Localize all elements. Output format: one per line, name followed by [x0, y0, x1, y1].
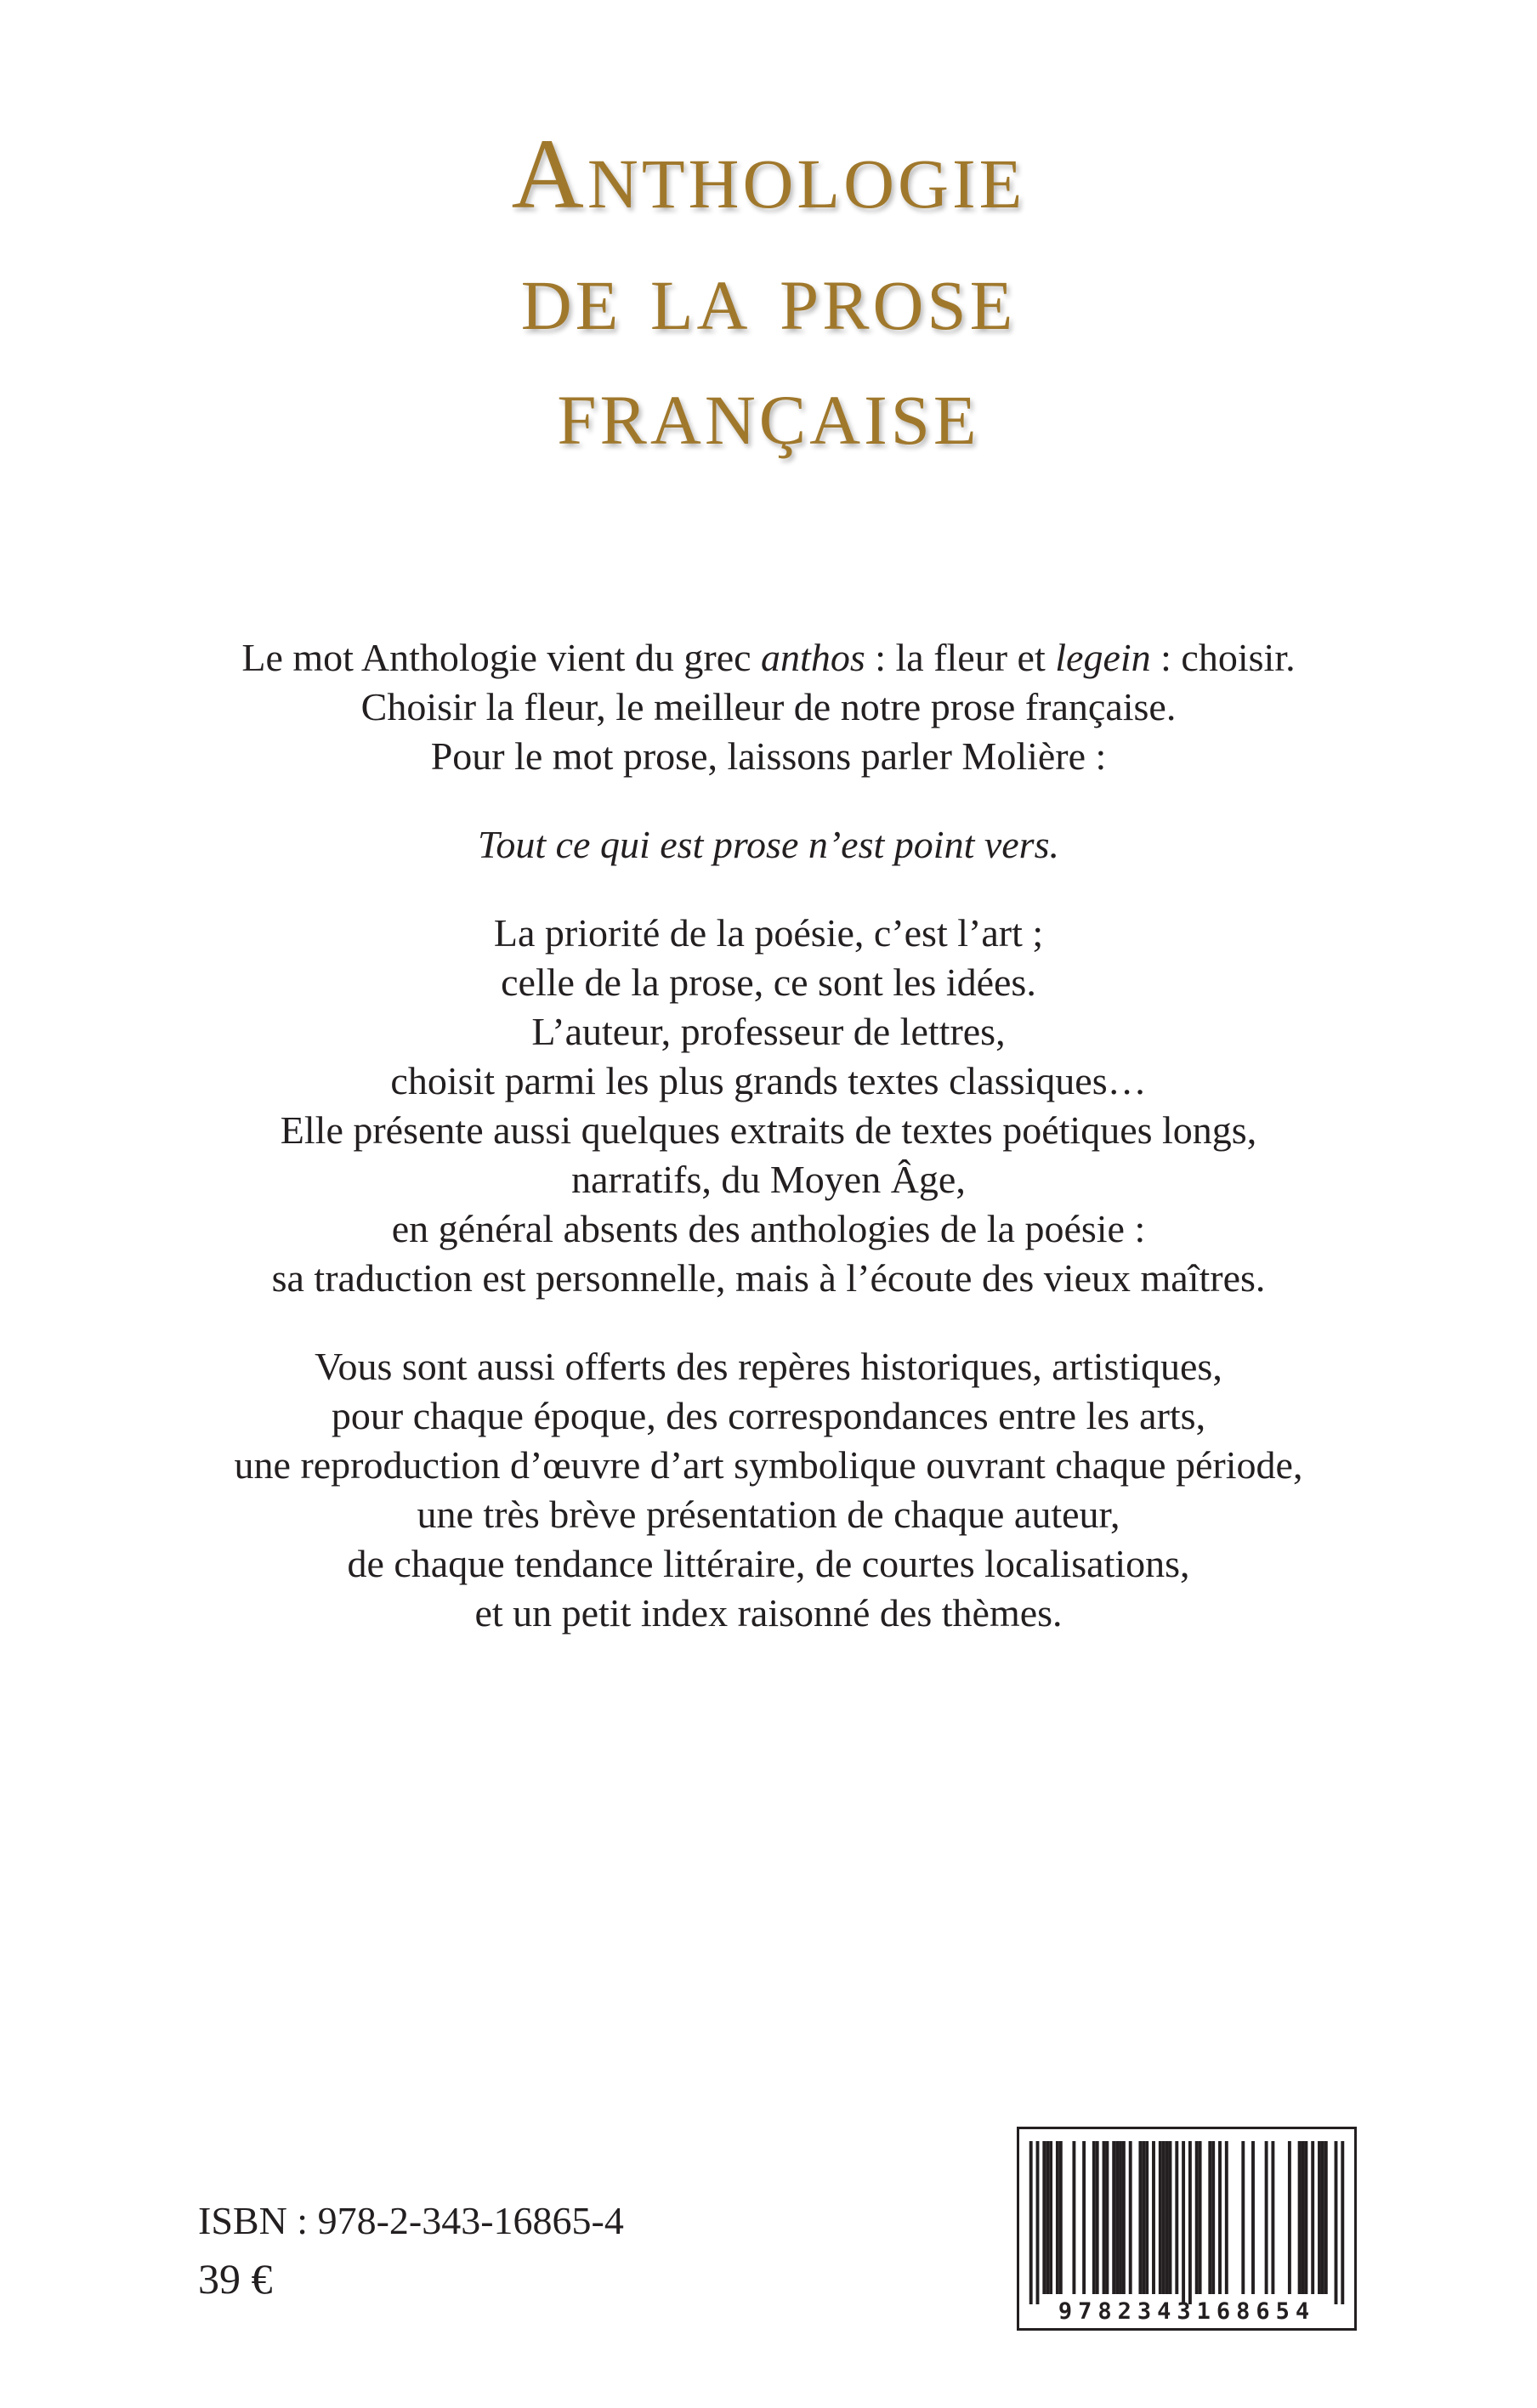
book-title-line-1: Anthologie	[511, 118, 1026, 229]
barcode-bar	[1302, 2141, 1305, 2294]
barcode-bar	[1162, 2141, 1166, 2294]
blurb-line: Pour le mot prose, laissons parler Molière :	[430, 734, 1107, 778]
back-cover-blurb	[0, 633, 1537, 1638]
barcode-bar	[1059, 2141, 1063, 2294]
moliere-quote	[0, 820, 1537, 870]
barcode-bar	[1182, 2141, 1185, 2304]
barcode-bar	[1304, 2141, 1307, 2294]
blurb-text: : la fleur et	[865, 636, 1056, 679]
blurb-line: et un petit index raisonné des thèmes.	[474, 1591, 1063, 1635]
barcode-bar	[1169, 2141, 1172, 2294]
price-label: 39 €	[198, 2255, 273, 2303]
blurb-line: L’auteur, professeur de lettres,	[531, 1010, 1006, 1053]
book-title	[0, 110, 1537, 467]
barcode-bar	[1188, 2141, 1192, 2304]
barcode-bar	[1271, 2141, 1274, 2294]
barcode-bar	[1129, 2141, 1132, 2294]
barcode-bar	[1321, 2141, 1324, 2294]
blurb-line: en général absents des anthologies de la poésie :	[391, 1207, 1146, 1250]
barcode-bar	[1341, 2141, 1344, 2304]
barcode-bar	[1142, 2141, 1145, 2294]
blurb-line: une reproduction d’œuvre d’art symbolique ouvrant chaque période,	[234, 1443, 1303, 1487]
blurb-line: narratifs, du Moyen Âge,	[571, 1158, 966, 1201]
blurb-line: Elle présente aussi quelques extraits de textes poétiques longs,	[280, 1108, 1257, 1152]
barcode-bar	[1152, 2141, 1155, 2294]
book-title-line-2: de la prose	[520, 240, 1017, 351]
barcode-bar	[1335, 2141, 1338, 2304]
barcode-bar	[1324, 2141, 1328, 2294]
blurb-line: choisit parmi les plus grands textes classiques…	[390, 1059, 1147, 1102]
barcode-bar	[1138, 2141, 1142, 2294]
blurb-line: Vous sont aussi offerts des repères historiques, artistiques,	[315, 1345, 1222, 1388]
barcode-bar	[1241, 2141, 1245, 2294]
barcode-bar	[1029, 2141, 1033, 2304]
isbn-label: ISBN : 978-2-343-16865-4	[198, 2199, 624, 2242]
blurb-line: La priorité de la poésie, c’est l’art ;	[493, 911, 1044, 955]
blurb-text: : choisir.	[1150, 636, 1296, 679]
barcode-bar	[1159, 2141, 1162, 2294]
barcode	[1017, 2127, 1357, 2331]
barcode-bar	[1211, 2141, 1215, 2294]
barcode-bar	[1056, 2141, 1059, 2294]
barcode-bar	[1218, 2141, 1222, 2294]
barcode-bar	[1072, 2141, 1075, 2294]
blurb-greek-word: legein	[1055, 636, 1151, 679]
barcode-bar	[1225, 2141, 1228, 2294]
barcode-bar	[1265, 2141, 1268, 2294]
barcode-bar	[1049, 2141, 1052, 2294]
barcode-digits: 9782343168654	[1058, 2298, 1316, 2325]
blurb-line: celle de la prose, ce sont les idées.	[501, 960, 1036, 1004]
barcode-bar	[1122, 2141, 1126, 2294]
barcode-bar	[1318, 2141, 1321, 2294]
barcode-bar	[1042, 2141, 1046, 2294]
blurb-greek-word: anthos	[761, 636, 865, 679]
barcode-bar	[1208, 2141, 1211, 2294]
blurb-line: de chaque tendance littéraire, de courtes localisations,	[347, 1542, 1190, 1585]
barcode-bar	[1082, 2141, 1086, 2294]
barcode-bar	[1046, 2141, 1049, 2294]
quote-text: Tout ce qui est prose n’est point vers.	[478, 823, 1059, 866]
barcode-bar	[1298, 2141, 1302, 2294]
blurb-line: Choisir la fleur, le meilleur de notre prose française.	[360, 685, 1177, 728]
blurb-text: Le mot Anthologie vient du grec	[241, 636, 762, 679]
barcode-bar	[1115, 2141, 1119, 2294]
barcode-bar	[1096, 2141, 1099, 2294]
barcode-bar	[1199, 2141, 1202, 2294]
barcode-bar	[1288, 2141, 1291, 2294]
book-title-line-3: française	[557, 354, 980, 466]
barcode-bar	[1103, 2141, 1106, 2294]
barcode-bar	[1251, 2141, 1255, 2294]
blurb-line: sa traduction est personnelle, mais à l’écoute des vieux maîtres.	[271, 1256, 1266, 1300]
blurb-line: pour chaque époque, des correspondances entre les arts,	[331, 1394, 1206, 1437]
blurb-line: une très brève présentation de chaque auteur,	[417, 1493, 1120, 1536]
barcode-bar	[1195, 2141, 1199, 2294]
barcode-bar	[1119, 2141, 1122, 2294]
barcode-bar	[1036, 2141, 1040, 2304]
blurb-line	[0, 633, 1537, 683]
barcode-bar	[1112, 2141, 1115, 2294]
barcode-bar	[1311, 2141, 1314, 2294]
barcode-bar	[1166, 2141, 1169, 2294]
barcode-bar	[1175, 2141, 1178, 2294]
barcode-bar	[1092, 2141, 1096, 2294]
barcode-bar	[1105, 2141, 1109, 2294]
barcode-bar	[1145, 2141, 1148, 2294]
